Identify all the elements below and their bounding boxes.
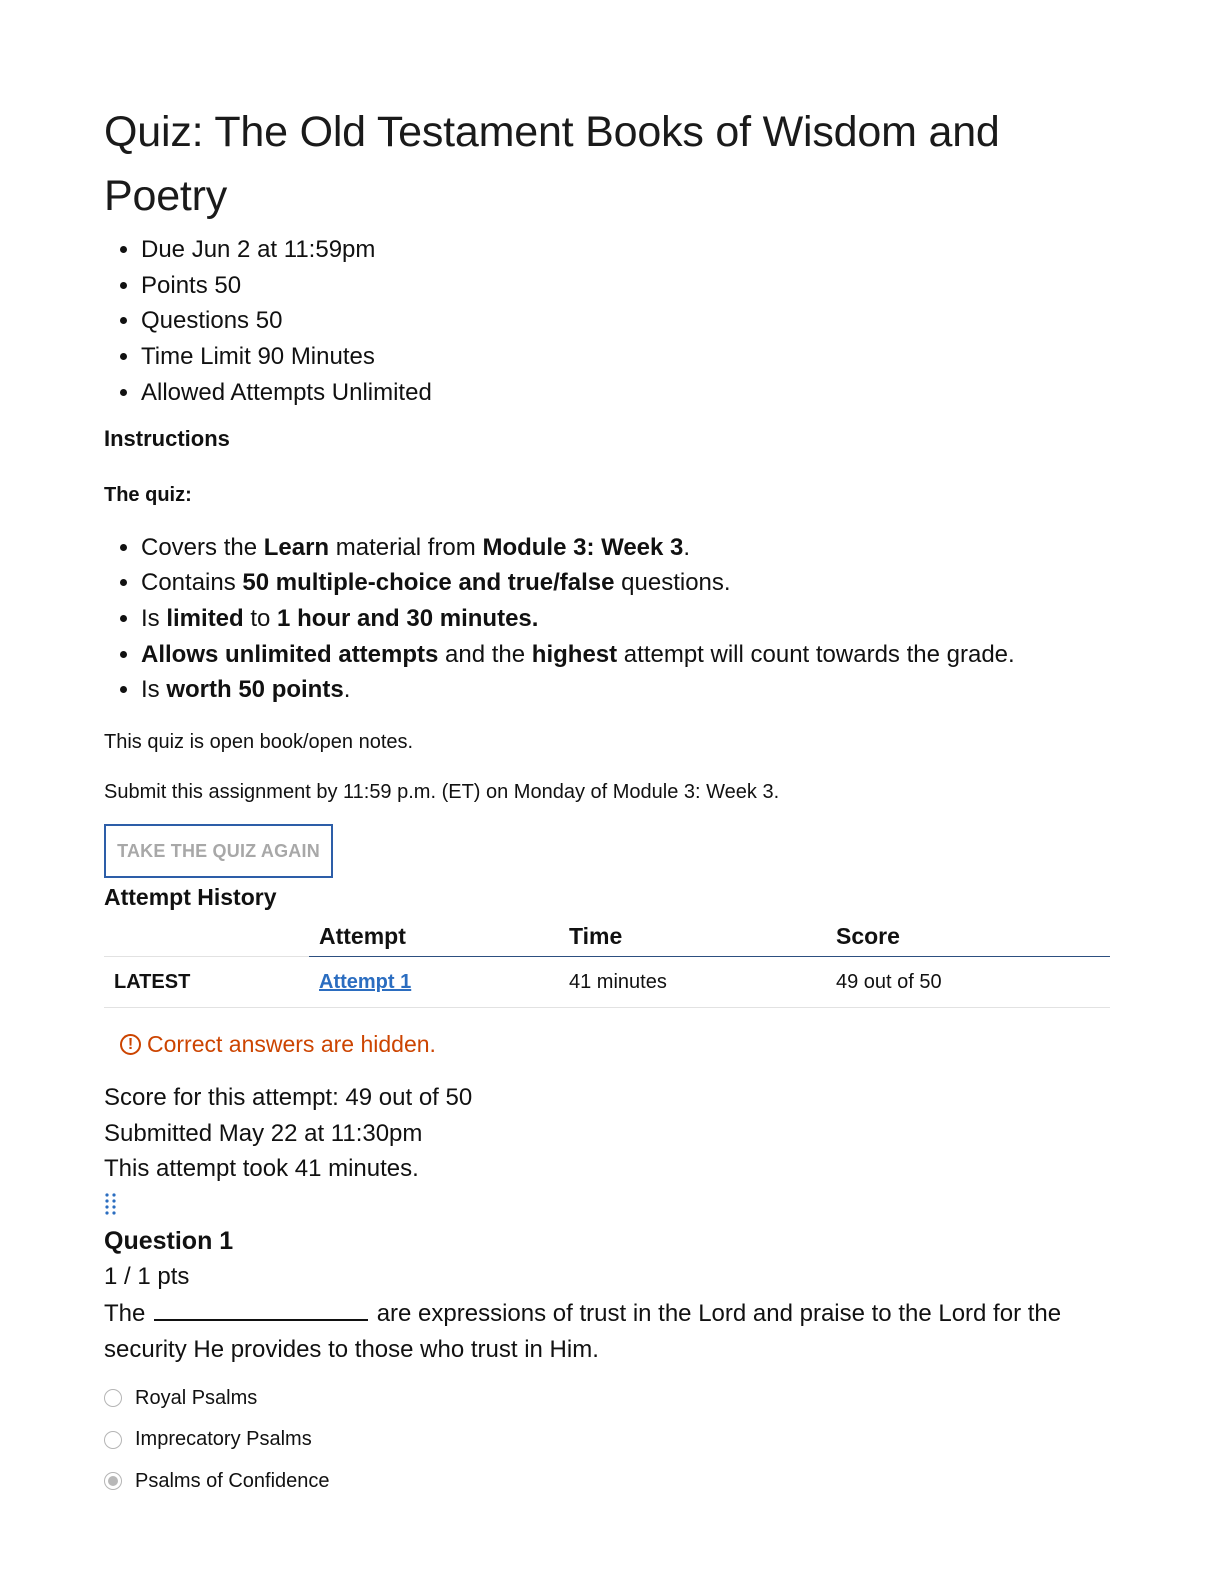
answer-label: Royal Psalms bbox=[135, 1386, 258, 1409]
attempt-1-link[interactable]: Attempt 1 bbox=[319, 970, 412, 993]
meta-due: • Due Jun 2 at 11:59pm bbox=[141, 232, 1110, 268]
take-quiz-again-button[interactable]: TAKE THE QUIZ AGAIN bbox=[104, 824, 333, 878]
answers-hidden-notice bbox=[120, 1028, 1110, 1060]
header-attempt: Attempt bbox=[309, 922, 559, 957]
detail-limited: • Is limited to 1 hour and 30 minutes. bbox=[141, 601, 1110, 637]
detail-worth: • Is worth 50 points. bbox=[141, 672, 1110, 708]
attempt-submitted: Submitted May 22 at 11:30pm bbox=[104, 1119, 423, 1147]
table-header-row bbox=[104, 922, 1110, 957]
quiz-label: The quiz: bbox=[104, 483, 192, 506]
attempt-score: Score for this attempt: 49 out of 50 bbox=[104, 1084, 473, 1112]
drag-dots-icon bbox=[104, 1191, 118, 1219]
submit-note: Submit this assignment by 11:59 p.m. (ET) on Monday of Module 3: Week 3. bbox=[104, 781, 780, 804]
radio-dot bbox=[108, 1476, 118, 1486]
question-points: 1 / 1 pts bbox=[104, 1263, 190, 1291]
exclamation-icon: ! bbox=[120, 1034, 141, 1055]
quiz-page bbox=[104, 100, 1110, 1502]
score-cell: 49 out of 50 bbox=[826, 957, 1110, 1008]
question-text: The are expressions of trust in the Lord and praise to the Lord for the security He provides to those who trust in Him. bbox=[104, 1295, 1110, 1367]
answers-hidden-text: Correct answers are hidden. bbox=[147, 1031, 436, 1058]
latest-label: LATEST bbox=[104, 957, 309, 1008]
page-title: Quiz: The Old Testament Books of Wisdom and Poetry bbox=[104, 108, 1000, 220]
detail-contains: • Contains 50 multiple-choice and true/false questions. bbox=[141, 565, 1110, 601]
header-time: Time bbox=[559, 922, 826, 957]
attempt-history-table bbox=[104, 922, 1110, 1008]
radio-button[interactable] bbox=[104, 1431, 122, 1449]
question-title: Question 1 bbox=[104, 1227, 234, 1256]
meta-attempts: • Allowed Attempts Unlimited bbox=[141, 375, 1110, 411]
table-row bbox=[104, 957, 1110, 1008]
answer-option[interactable] bbox=[104, 1378, 1110, 1420]
header-score: Score bbox=[826, 922, 1110, 957]
detail-covers: • Covers the Learn material from Module 3: Week 3. bbox=[141, 530, 1110, 566]
meta-points: • Points 50 bbox=[141, 268, 1110, 304]
attempt-cell bbox=[309, 957, 559, 1008]
radio-button-selected[interactable] bbox=[104, 1472, 122, 1490]
answer-label: Imprecatory Psalms bbox=[135, 1428, 312, 1451]
drag-handle-icon[interactable] bbox=[104, 1191, 1110, 1221]
header-blank bbox=[104, 922, 309, 957]
meta-questions: • Questions 50 bbox=[141, 303, 1110, 339]
quiz-details-list bbox=[104, 530, 1110, 709]
meta-time-limit: • Time Limit 90 Minutes bbox=[141, 339, 1110, 375]
instructions-heading: Instructions bbox=[104, 425, 230, 451]
fill-blank bbox=[154, 1295, 368, 1321]
attempt-duration: This attempt took 41 minutes. bbox=[104, 1155, 419, 1183]
radio-button[interactable] bbox=[104, 1389, 122, 1407]
open-book-note: This quiz is open book/open notes. bbox=[104, 731, 414, 754]
quiz-meta-list bbox=[104, 232, 1110, 411]
detail-attempts: • Allows unlimited attempts and the highest attempt will count towards the grade. bbox=[141, 637, 1110, 673]
answer-label: Psalms of Confidence bbox=[135, 1469, 330, 1492]
answer-options bbox=[104, 1378, 1110, 1503]
answer-option[interactable] bbox=[104, 1419, 1110, 1461]
attempt-history-title: Attempt History bbox=[104, 884, 277, 911]
answer-option[interactable] bbox=[104, 1461, 1110, 1503]
attempt-summary bbox=[104, 1080, 1110, 1187]
time-cell: 41 minutes bbox=[559, 957, 826, 1008]
